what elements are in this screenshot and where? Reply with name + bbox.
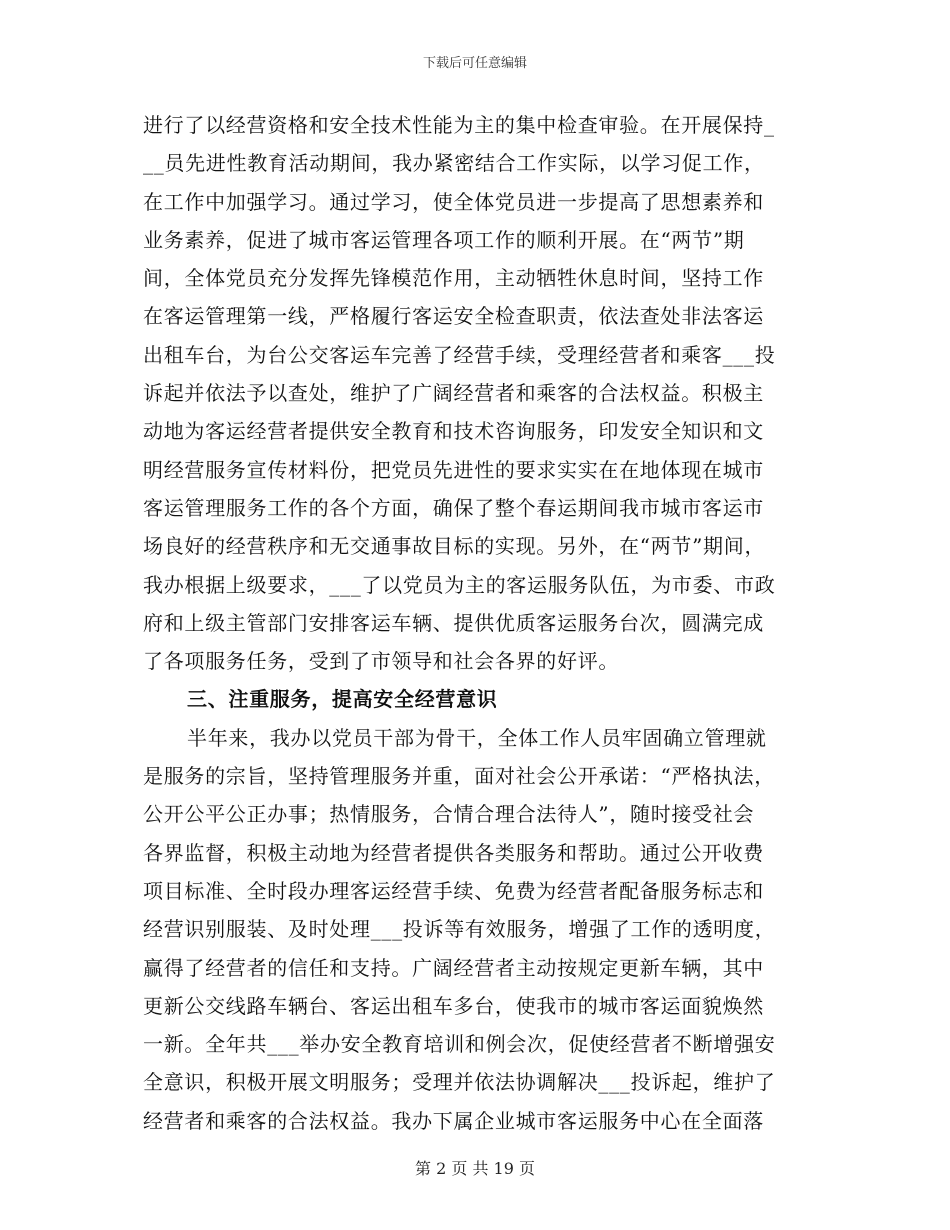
paragraph-line: 明经营服务宣传材料份，把党员先进性的要求实实在在地体现在城市 xyxy=(143,457,764,482)
paragraph-line: 是服务的宗旨，坚持管理服务并重，面对社会公开承诺：“严格执法， xyxy=(143,764,775,789)
page-header: 下载后可任意编辑 xyxy=(422,56,527,71)
paragraph-line: __员先进性教育活动期间，我办紧密结合工作实际，以学习促工作， xyxy=(143,151,765,176)
paragraph-line: 经营者和乘客的合法权益。我办下属企业城市客运服务中心在全面落 xyxy=(143,1108,764,1133)
paragraph-line: 我办根据上级要求，___了以党员为主的客运服务队伍，为市委、市政 xyxy=(143,572,776,597)
paragraph-line: 各界监督，积极主动地为经营者提供各类服务和帮助。通过公开收费 xyxy=(143,840,764,865)
paragraph-line: 半年来，我办以党员干部为骨干，全体工作人员牢固确立管理就 xyxy=(187,725,767,750)
paragraph-line: 一新。全年共___举办安全教育培训和例会次，促使经营者不断增强安 xyxy=(143,1032,776,1057)
document-body xyxy=(143,106,803,1140)
paragraph-line: 公开公平公正办事；热情服务，合情合理合法待人”，随时接受社会 xyxy=(143,802,755,827)
paragraph-line: 经营识别服装、及时处理___投诉等有效服务，增强了工作的透明度， xyxy=(143,917,776,942)
paragraph-line: 赢得了经营者的信任和支持。广阔经营者主动按规定更新车辆，其中 xyxy=(143,955,764,980)
paragraph-line: 客运管理服务工作的各个方面，确保了整个春运期间我市城市客运市 xyxy=(143,495,764,520)
page-footer: 第 2 页 共 19 页 xyxy=(415,1159,535,1178)
paragraph-line: 出租车台，为台公交客运车完善了经营手续，受理经营者和乘客___投 xyxy=(143,342,776,367)
paragraph-line: 更新公交线路车辆台、客运出租车多台，使我市的城市客运面貌焕然 xyxy=(143,993,764,1018)
paragraph-line: 项目标准、全时段办理客运经营手续、免费为经营者配备服务标志和 xyxy=(143,878,764,903)
paragraph-line: 间，全体党员充分发挥先锋模范作用，主动牺牲休息时间，坚持工作 xyxy=(143,266,764,291)
paragraph-line: 在客运管理第一线，严格履行客运安全检查职责，依法查处非法客运 xyxy=(143,304,764,329)
paragraph-line: 进行了以经营资格和安全技术性能为主的集中检查审验。在开展保持_ xyxy=(143,113,775,137)
paragraph-line: 场良好的经营秩序和无交通事故目标的实现。另外，在“两节”期间， xyxy=(143,534,766,559)
section-heading: 三、注重服务，提高安全经营意识 xyxy=(187,687,498,712)
paragraph-line: 业务素养，促进了城市客运管理各项工作的顺利开展。在“两节”期 xyxy=(143,227,745,252)
paragraph-line: 诉起并依法予以查处，维护了广阔经营者和乘客的合法权益。积极主 xyxy=(143,381,764,406)
paragraph-line: 动地为客运经营者提供安全教育和技术咨询服务，印发安全知识和文 xyxy=(143,419,764,444)
paragraph-line: 全意识，积极开展文明服务；受理并依法协调解决___投诉起，维护了 xyxy=(143,1070,776,1095)
paragraph-line: 在工作中加强学习。通过学习，使全体党员进一步提高了思想素养和 xyxy=(143,189,764,214)
paragraph-line: 府和上级主管部门安排客运车辆、提供优质客运服务台次，圆满完成 xyxy=(143,610,764,635)
paragraph-line: 了各项服务任务，受到了市领导和社会各界的好评。 xyxy=(143,649,620,674)
